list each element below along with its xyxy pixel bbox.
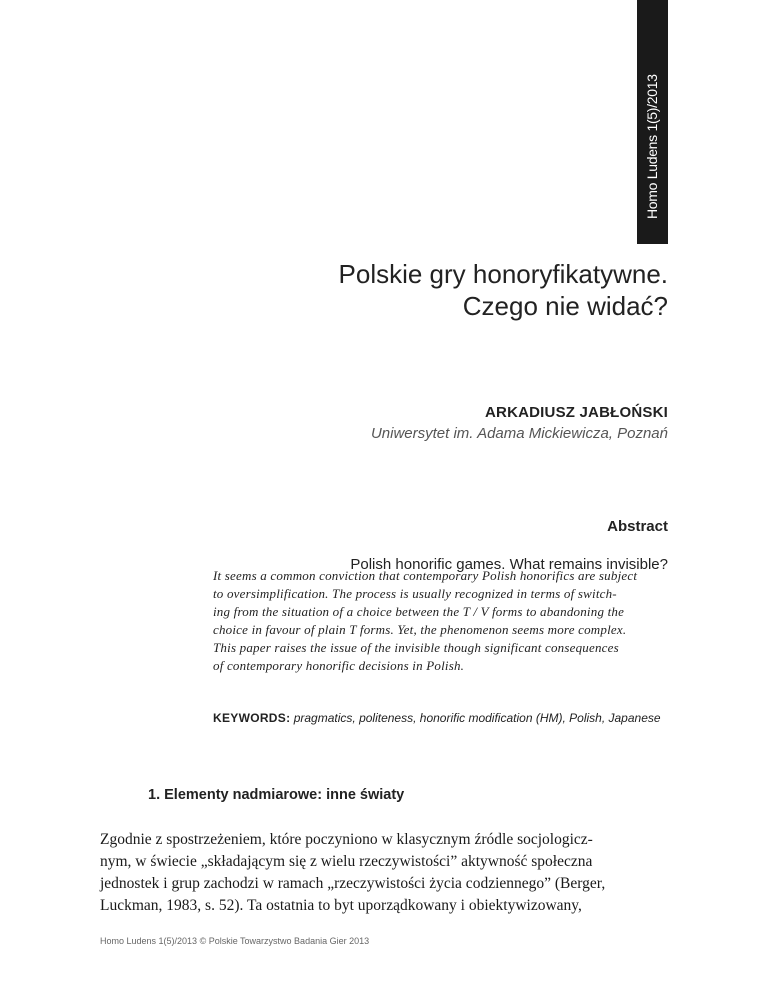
abstract-line: choice in favour of plain T forms. Yet, the phenomenon seems more complex. (213, 622, 627, 637)
abstract-line: This paper raises the issue of the invisible though significant consequences (213, 640, 619, 655)
author-name: ARKADIUSZ JABŁOŃSKI (485, 404, 668, 421)
section-heading: 1. Elementy nadmiarowe: inne światy (148, 787, 405, 803)
keywords-list: pragmatics, politeness, honorific modification (HM), Polish, Japanese (290, 711, 661, 725)
body-line: Luckman, 1983, s. 52). Ta ostatnia to byt uporządkowany i obiektywizowany, (100, 897, 582, 914)
abstract-line: of contemporary honorific decisions in Polish. (213, 658, 465, 673)
running-head: Homo Ludens 1(5)/2013 (644, 74, 660, 219)
body-line: Zgodnie z spostrzeżeniem, które poczyniono w klasycznym źródle socjologicz- (100, 831, 593, 848)
abstract-line: ing from the situation of a choice between the T / V forms to abandoning the (213, 604, 625, 619)
keywords (213, 711, 661, 725)
article-title-line-2: Czego nie widać? (462, 291, 668, 321)
page-footer: Homo Ludens 1(5)/2013 © Polskie Towarzystwo Badania Gier 2013 (100, 936, 370, 946)
keywords-label: KEYWORDS: (213, 711, 291, 725)
abstract-text (213, 567, 668, 675)
article-title (168, 258, 668, 322)
abstract-line: to oversimplification. The process is usually recognized in terms of switch- (213, 586, 617, 601)
abstract-english-title: Polish honorific games. What remains invisible? (350, 556, 668, 573)
body-line: nym, w świecie „składającym się z wielu rzeczywistości” aktywność społeczna (100, 853, 593, 870)
abstract-line: It seems a common conviction that contemporary Polish honorifics are subject (213, 568, 638, 583)
body-line: jednostek i grup zachodzi w ramach „rzeczywistości życia codziennego” (Berger, (100, 875, 606, 892)
journal-side-tab (637, 0, 668, 244)
body-paragraph (100, 829, 670, 917)
abstract-heading: Abstract (607, 518, 668, 535)
article-title-line-1: Polskie gry honoryfikatywne. (338, 259, 668, 289)
author-affiliation: Uniwersytet im. Adama Mickiewicza, Poznań (370, 425, 668, 442)
